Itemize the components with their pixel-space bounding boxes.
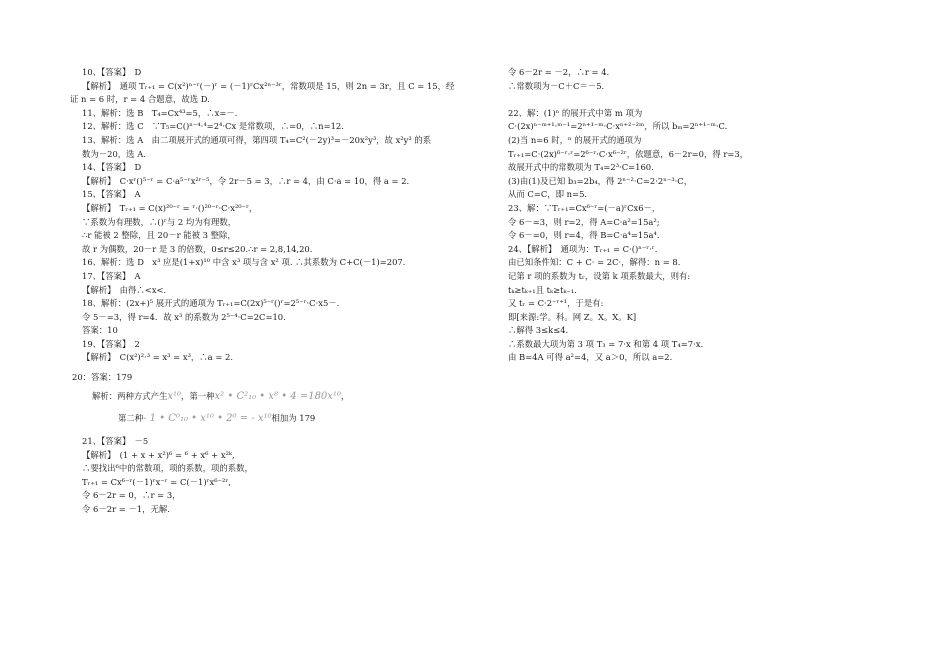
text-line: 23、解：∵Tᵣ₊₁=Cx⁶⁻ʳ=(－a)ʳCx6－， [508, 202, 661, 213]
q20-line1-gray1: x¹⁰ [167, 391, 182, 403]
text-line: 14、【答案】 D [82, 162, 142, 173]
text-line: (2)当 n=6 时，ⁿ 的展开式的通项为 [508, 134, 642, 145]
text-line: 15、【答案】 A [82, 189, 141, 200]
text-line: 故展开式中的常数项为 T₄=2³·C=160. [508, 162, 654, 173]
text-line: 13、解析：选 A 由二项展开式的通项可得，第四项 T₄=C²(－2y)³=－20x²y³，故 x²y³ 的系 [82, 134, 432, 145]
text-line: 22、解：(1)ⁿ 的展开式中第 m 项为 [508, 107, 643, 118]
text-line: 18、解析：(2x+)⁵ 展开式的通项为 Tᵣ₊₁=C(2x)⁵⁻ʳ()ʳ=2⁵⁻ʳ·C·x5－. [82, 298, 340, 309]
text-line: 12、解析：选 C ∵T₅=C()ⁿ⁻⁴·⁴=2⁴·Cx 是常数项，∴=0，∴n=12. [82, 121, 344, 132]
text-line: 10、【答案】 D [82, 67, 142, 77]
text-line: ∵系数为有理数，∴()ʳ与 2 均为有理数， [82, 216, 237, 227]
text-line: 令 6－=3，则 r=2，得 A=C·a²=15a²; [508, 216, 660, 227]
text-line: 24、【解析】 通项为：Tᵣ₊₁ = C·()ⁿ⁻ʳ·ʳ. [508, 243, 658, 254]
left-column [70, 66, 490, 517]
text-line: 令 6－2r = －1，无解. [82, 504, 170, 515]
text-line: 令 6－2r = 0，∴r = 3， [82, 490, 181, 501]
text-line: 数为－20，选 A. [82, 148, 146, 159]
text-line: Tᵣ₊₁ = Cx⁶⁻ʳ(－1)ʳx⁻ʳ = C(－1)ʳx⁶⁻²ʳ, [82, 476, 231, 487]
text-line: 【解析】 C·xʳ()⁵⁻ʳ = C·a⁵⁻ʳx²ʳ⁻⁵，令 2r－5 = 3，∴r = 4，由 C·a = 10，得 a = 2. [82, 175, 410, 186]
text-line: (3)由(1)及已知 b₃=2b₄，得 2ⁿ⁻²·C=2·2ⁿ⁻³·C， [508, 175, 693, 186]
text-line: tₖ≥tₖ₊₁且 tₖ≥tₖ₋₁. [508, 284, 577, 295]
text-line: 19、【答案】 2 [82, 338, 140, 349]
q20-line1-mid: ，第一种 [181, 391, 215, 402]
text-line: 令 6－=0，则 r=4，得 B=C·a⁴=15a⁴. [508, 230, 660, 241]
q20-line1-gray2: x² • C²₁₀ • x⁸ • 4 =180x¹⁰ [214, 391, 341, 403]
q20-line1-prefix: 解析：两种方式产生 [92, 391, 168, 402]
text-line: 【解析】 由得∴<x<. [82, 284, 167, 295]
q20-line2-prefix: 第二种 [118, 413, 144, 424]
text-line: 即[来源:学。科。网 Z。X。X。K] [508, 311, 637, 322]
text-line: 17、【答案】 A [82, 270, 141, 281]
text-line: 令 6－2r = －2，∴r = 4. [508, 67, 610, 77]
right-column [508, 66, 908, 365]
text-line: 又 tᵣ = C·2⁻ʳ⁺¹，于是有: [508, 298, 604, 309]
text-line: 令 5－=3，得 r=4．故 x³ 的系数为 2⁵⁻⁴·C=2C=10. [82, 311, 286, 322]
text-line: ∴要找出⁶中的常数项，项的系数，项的系数， [82, 463, 253, 474]
text-line: 从而 C=C，即 n=5. [508, 189, 588, 200]
text-line: 21、【答案】 －5 [82, 436, 149, 447]
text-line: 答案：10 [82, 325, 118, 336]
text-line: 【解析】 (1 + x + x²)⁶ = ⁶ + x⁶ + x²ᵏ, [82, 449, 235, 460]
text-line: ∴解得 3≤k≤4. [508, 325, 569, 336]
text-line: ∴r 能被 2 整除，且 20－r 能被 3 整除， [82, 230, 236, 241]
text-line: 【解析】 通项 Tᵣ₊₁ = C(x²)ⁿ⁻ʳ(－)ʳ = (－1)ʳCx²ⁿ⁻³ʳ，常数项是 15，则 2n = 3r，且 C = 15，经 [82, 80, 455, 91]
q20-line1 [70, 385, 490, 407]
q20-line1-end: ， [340, 391, 350, 402]
q20-line2 [70, 407, 490, 429]
q20-answer: 20：答案：179 [72, 372, 133, 383]
text-line: 由已知条件知：C + C· = 2C·，解得：n = 8. [508, 257, 681, 268]
text-line: Tᵣ₊₁=C·(2x)⁶⁻ʳ·ʳ=2⁶⁻ʳ·C·x⁶⁻²ʳ，依题意，6－2r=0，得 r=3， [508, 148, 749, 159]
text-line: 16、解析：选 D x³ 应是(1+x)¹⁰ 中含 x³ 项与含 x² 项. ∴其系数为 C+C(－1)=207. [82, 257, 406, 268]
q20-line2-gray: - 1 • C⁰₁₀ • x¹⁰ • 2⁰ = - x¹⁰ [143, 413, 272, 425]
text-line: 11、解析：选 B T₄=Cx⁴³=5，∴x=－. [82, 107, 238, 118]
text-line: 故 r 为偶数，20－r 是 3 的倍数，0≤r≤20.∴r = 2,8,14,20. [82, 243, 313, 254]
question-20-block [70, 369, 490, 429]
text-line: 证 n = 6 时，r = 4 合题意，故选 D. [70, 94, 210, 105]
text-line [508, 93, 908, 107]
text-line: C·(2x)ⁿ⁻ᵐ⁺¹·ᵐ⁻¹=2ⁿ⁺¹⁻ᵐ·C·xⁿ⁺²⁻²ᵐ，所以 bₘ=2ⁿ⁺¹⁻ᵐ·C. [508, 121, 728, 132]
text-line: 【解析】 C(x²)²·³ = x³ = x³，∴a = 2. [82, 352, 233, 363]
text-line: 由 B=4A 可得 a²=4，又 a＞0，所以 a=2. [508, 352, 673, 363]
text-line: ∴常数项为－C＋C＝－5. [508, 80, 605, 91]
text-line: 记第 r 项的系数为 tᵣ，设第 k 项系数最大，则有: [508, 270, 691, 281]
text-line: ∴系数最大项为第 3 项 T₃ = 7·x 和第 4 项 T₄=7·x. [508, 338, 704, 349]
q20-line2-end: 相加为 179 [271, 413, 316, 424]
text-line: 【解析】 Tᵣ₊₁ = C(x)²⁰⁻ʳ = ʳ·()²⁰⁻ʳ·C·x²⁰⁻ʳ， [82, 202, 258, 213]
